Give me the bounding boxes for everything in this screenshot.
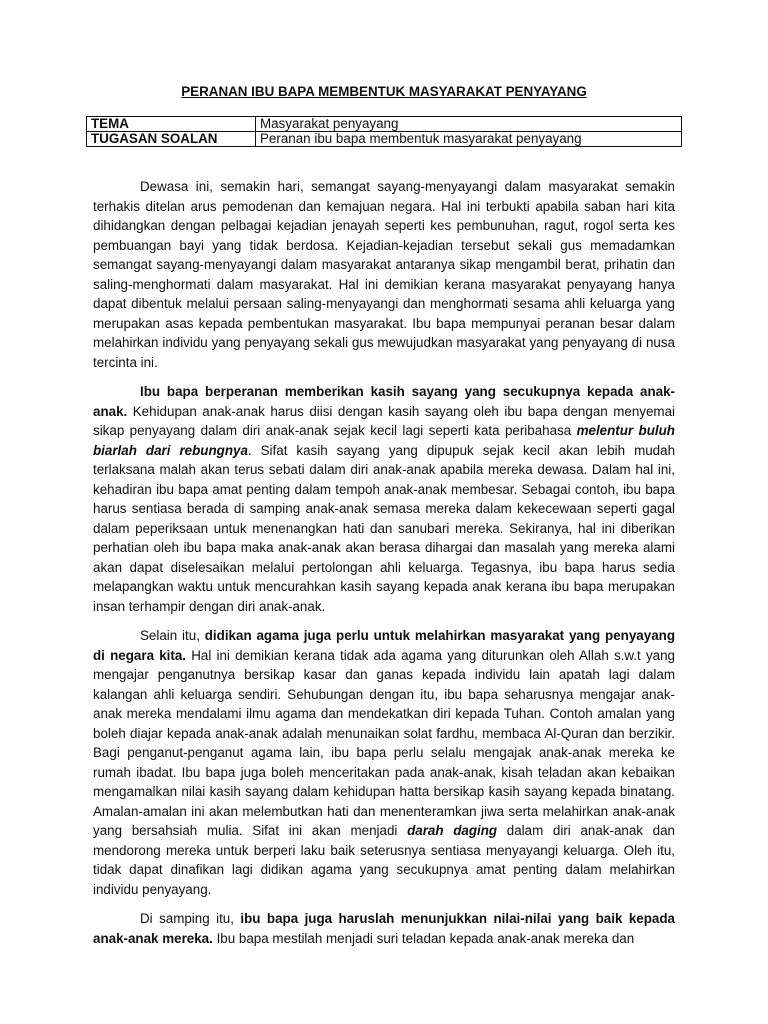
main-point-bold: ibu bapa juga haruslah menunjukkan nilai-nilai yang baik kepada anak-anak mereka. [93, 911, 675, 946]
paragraph-point-2 [93, 626, 675, 899]
document-title: PERANAN IBU BAPA MEMBENTUK MASYARAKAT PENYAYANG [181, 84, 587, 99]
table-key-cell: TEMA [87, 117, 256, 132]
paragraph-text: Ibu bapa mestilah menjadi suri teladan kepada anak-anak mereka dan [212, 930, 635, 946]
paragraph-text: Hal ini demikian kerana tidak ada agama yang diturunkan oleh Allah s.w.t yang mengajar penganutnya bersikap kasar dan ganas kepada individu lain apatah lagi dalam kalangan ahli keluarga sendiri. Sehubungan dengan itu, ibu bapa seharusnya mengajar anak-anak mereka mendalami ilmu agama dan mendekatkan diri kepada Tuhan. Contoh amalan yang boleh diajar kepada anak-anak adalah menunaikan solat fardhu, membaca Al-Quran dan berzikir. Bagi penganut-penganut agama lain, ibu bapa perlu selalu mengajak anak-anak mereka ke rumah ibadat. Ibu bapa juga boleh menceritakan pada anak-anak, kisah teladan akan kebaikan mengamalkan nilai kasih sayang dalam kehidupan hatta bersikap kasih sayang kepada binatang. Amalan-amalan ini akan melembutkan hati dan menenteramkan jiwa serta melahirkan anak-anak yang bersahsiah mulia. Sifat ini akan menjadi [93, 647, 675, 838]
idiom-emphasis: melentur buluh biarlah dari rebungnya [93, 423, 675, 458]
paragraph-text: Selain itu, [140, 628, 205, 643]
paragraph-text: Kehidupan anak-anak harus diisi dengan kasih sayang oleh ibu bapa dengan menyemai sikap penyayang dalam diri anak-anak sejak kecil lagi seperti kata peribahasa [93, 403, 675, 438]
table-value-cell: Masyarakat penyayang [256, 117, 682, 132]
paragraph-text: . Sifat kasih sayang yang dipupuk sejak kecil akan lebih mudah terlaksana malah akan terus sebati dalam diri anak-anak apabila mereka dewasa. Dalam hal ini, kehadiran ibu bapa amat penting dalam tempoh anak-anak membesar. Sebagai contoh, ibu bapa harus sentiasa berada di samping anak-anak semasa mereka dalam kekecewaan seperti gagal dalam peperiksaan untuk menenangkan hati dan sanubari mereka. Sekiranya, hal ini diberikan perhatian oleh ibu bapa maka anak-anak akan berasa dihargai dan masalah yang mereka alami akan dapat diselesaikan melalui pertolongan ahli keluarga. Tegasnya, ibu bapa harus sedia melapangkan waktu untuk mencurahkan kasih sayang kepada anak kerana ibu bapa merupakan insan terhampir dengan diri anak-anak. [93, 442, 676, 614]
paragraph-point-3 [93, 909, 675, 948]
info-table [86, 116, 682, 147]
paragraph-text: Dewasa ini, semakin hari, semangat sayang-menyayangi dalam masyarakat semakin terhakis ditelan arus pemodenan dan kemajuan negara. Hal ini terbukti apabila saban hari kita dihidangkan dengan pelbagai kejadian jenayah seperti kes pembunuhan, ragut, rogol serta kes pembuangan bayi yang tidak berdosa. Kejadian-kejadian tersebut sekali gus memadamkan semangat sayang-menyayangi dalam masyarakat antaranya sikap mengambil berat, prihatin dan saling-menghormati dalam masyarakat. Hal ini demikian kerana masyarakat penyayang hanya dapat dibentuk melalui persaan saling-menyayangi dan menghormati sesama ahli keluarga yang merupakan asas kepada pembentukan masyarakat. Ibu bapa mempunyai peranan besar dalam melahirkan individu yang penyayang sekali gus mewujudkan masyarakat yang penyayang di nusa tercinta ini. [93, 179, 675, 370]
main-point-bold: Ibu bapa berperanan memberikan kasih sayang yang secukupnya kepada anak-anak. [93, 384, 675, 419]
main-point-bold: didikan agama juga perlu untuk melahirkan masyarakat yang penyayang di negara kita. [93, 628, 675, 663]
table-key-cell: TUGASAN SOALAN [87, 132, 256, 147]
table-row [87, 132, 682, 147]
paragraph-text: dalam diri anak-anak dan mendorong mereka untuk berperi laku baik seterusnya sentiasa menyayangi keluarga. Oleh itu, tidak dapat dinafikan lagi didikan agama yang secukupnya amat penting dalam melahirkan individu penyayang. [93, 823, 675, 897]
paragraph-introduction [93, 177, 675, 372]
table-value-cell: Peranan ibu bapa membentuk masyarakat penyayang [256, 132, 682, 147]
table-row [87, 117, 682, 132]
paragraph-text: Di samping itu, [140, 911, 241, 926]
paragraph-point-1 [93, 382, 675, 616]
essay-body [93, 177, 675, 958]
idiom-emphasis: darah daging [407, 823, 498, 838]
